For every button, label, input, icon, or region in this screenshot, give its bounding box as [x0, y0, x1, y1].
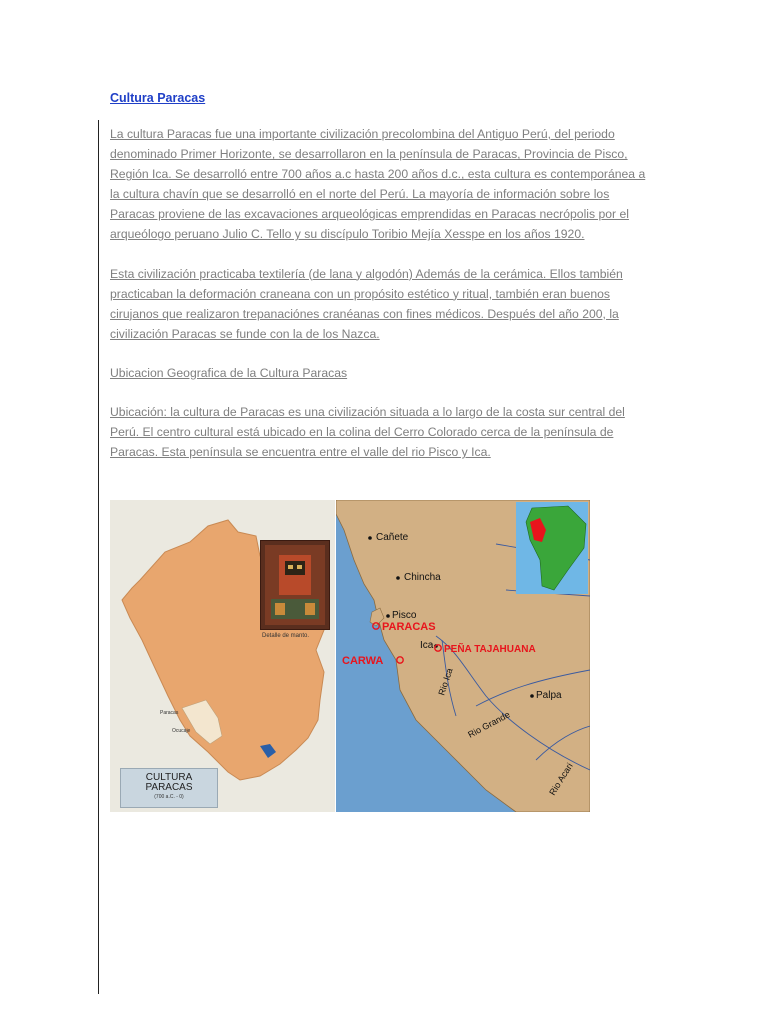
town-dot-pisco: [386, 614, 390, 618]
maps-figure: [110, 500, 590, 812]
town-label-ica: Ica: [420, 640, 434, 651]
town-dot-chincha: [396, 576, 400, 580]
paragraph-location: Ubicación: la cultura de Paracas es una civilización situada a lo largo de la costa sur central del Perú. El centro cultural está ubicado en la colina del Cerro Colorado cerca de la península de Paracas. Esta península se encuentra entre el valle del rio Pisco y Ica.: [110, 405, 625, 460]
river-label-ica: Rio Ica: [436, 666, 455, 697]
town-label-pisco: Pisco: [392, 610, 417, 621]
map-title-line2: PARACAS: [145, 782, 193, 793]
river-label-grande: Rio Grande: [466, 709, 512, 740]
river-label-acari: Rio Acari: [547, 761, 575, 798]
section-heading-geography: Ubicacion Geografica de la Cultura Paracas: [110, 365, 348, 380]
site-label-carwa: CARWA: [342, 655, 384, 667]
site-label-pena-tajahuana: PEÑA TAJAHUANA: [444, 644, 536, 655]
map-label-ocucaje: Ocucaje: [172, 728, 191, 734]
document-body: [110, 88, 655, 481]
town-label-canete: Cañete: [376, 532, 409, 543]
peru-map: [110, 500, 335, 812]
map-title-box: [120, 768, 218, 808]
textile-detail-image: [260, 540, 330, 630]
map-title-dates: (700 a.C. - 0): [154, 794, 184, 800]
paragraph-intro: La cultura Paracas fue una importante civilización precolombina del Antiguo Perú, del periodo denominado Primer Horizonte, se desarrollaron en la península de Paracas, Provincia de Pisco, Región Ica. Se desarrolló entre 700 años a.c hasta 200 años d.c., esta cultura es contemporánea a la cultura chavín que se desarrolló en el norte del Perú. La mayoría de información sobre los Paracas proviene de las excavaciones arqueológicas emprendidas en Paracas necrópolis por el arqueólogo peruano Julio C. Tello y su discípulo Toribio Mejía Xesspe en los años 1920.: [110, 127, 646, 242]
region-map-graphic: [336, 500, 590, 812]
town-label-chincha: Chincha: [404, 572, 441, 583]
page-margin-line: [98, 120, 99, 994]
town-label-palpa: Palpa: [536, 690, 562, 701]
textile-caption: Detalle de manto.: [262, 633, 310, 639]
map-title-line1: CULTURA: [145, 772, 193, 783]
paracas-region-map: [336, 500, 590, 812]
town-dot-palpa: [530, 694, 534, 698]
document-title[interactable]: Cultura Paracas: [110, 91, 206, 105]
paragraph-textiles: Esta civilización practicaba textilería (de lana y algodón) Además de la cerámica. Ellos también practicaban la deformación craneana con un propósito estético y ritual, también eran buenos cirujanos que realizaron trepanaciónes cranéanas con fines médicos. Después del año 200, la civilización Paracas se funde con la de los Nazca.: [110, 266, 623, 341]
town-dot-canete: [368, 536, 372, 540]
site-label-paracas: PARACAS: [382, 621, 436, 633]
map-label-paracas: Paracas: [160, 710, 179, 716]
